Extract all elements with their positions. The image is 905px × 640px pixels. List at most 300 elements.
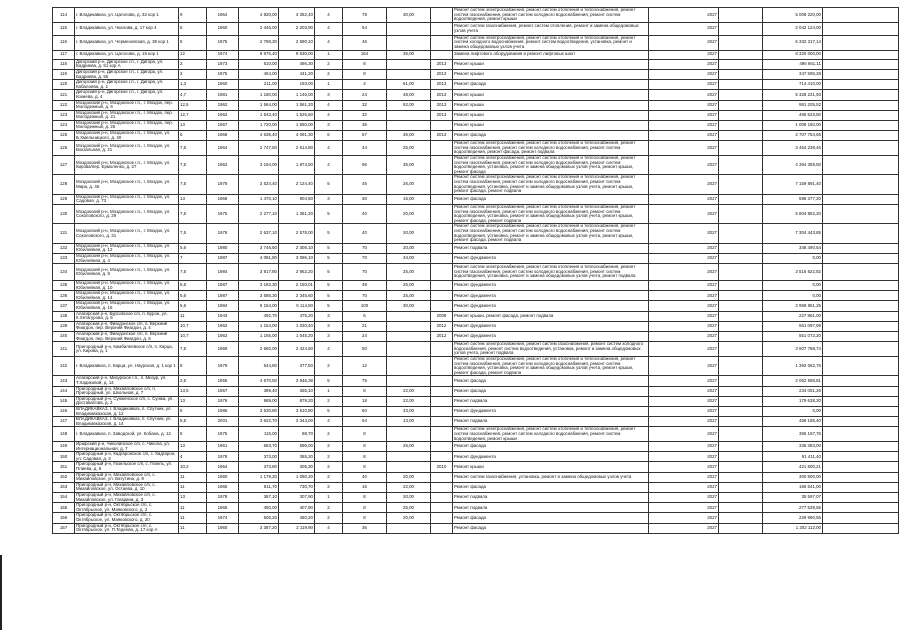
cell-s3 (387, 332, 431, 342)
cell-y2: 2013 (431, 131, 453, 141)
cell-cost: 458 186,40 (763, 417, 823, 427)
cell-res: 1 361,20 (279, 204, 315, 223)
empty-cell (823, 90, 899, 100)
cell-s1: 1 (315, 80, 343, 90)
empty-cell (823, 22, 899, 35)
cell-n: 136 (53, 291, 75, 301)
cell-work: Ремонт подвала (453, 493, 649, 503)
cell-area: 2 747,50 (239, 141, 279, 156)
cell-year: 1987 (207, 253, 239, 263)
cell-a: 13 (179, 194, 207, 204)
cell-a: 12 (179, 50, 207, 59)
cell-ey: 2027 (649, 291, 719, 301)
cell-work: Ремонт крыши (453, 120, 649, 130)
empty-cell (823, 131, 899, 141)
cell-cost: 3 607 768,74 (763, 342, 823, 357)
empty-cell (719, 503, 763, 513)
cell-work: Ремонт фасада (453, 80, 649, 90)
cell-year: 1974 (207, 50, 239, 59)
cell-s1: 4 (315, 141, 343, 156)
cell-ey: 2027 (649, 406, 719, 416)
cell-s3: 15,00 (387, 194, 431, 204)
cell-ey: 2027 (649, 264, 719, 281)
cell-s3: 52,00 (387, 100, 431, 110)
empty-cell (719, 8, 763, 23)
cell-cost: 3 464 238,46 (763, 141, 823, 156)
table-row (53, 224, 899, 243)
cell-a: 11 (179, 311, 207, 321)
table-row (53, 141, 899, 156)
cell-work: Ремонт систем электроснабжения, ремонт систем отопления и теплоснабжения, ремонт систем газоснабжения, ремонт систем холодного водоснабжения, ремонт систем водоотведения, ремонт фасада, ремонт подвала (453, 141, 649, 156)
cell-a: 11 (179, 503, 207, 513)
cell-s2: 36 (343, 120, 387, 130)
cell-res: 365,10 (279, 386, 315, 396)
cell-s3: 22,00 (387, 482, 431, 492)
cell-s3 (387, 376, 431, 386)
cell-a: 13 (179, 442, 207, 452)
empty-cell (823, 156, 899, 175)
cell-n: 146 (53, 406, 75, 416)
cell-area: 989,00 (239, 396, 279, 406)
cell-s1: 2 (315, 59, 343, 69)
cell-a: 7,5 (179, 342, 207, 357)
cell-year: 1964 (207, 141, 239, 156)
cell-s1: 3 (315, 332, 343, 342)
empty-cell (719, 253, 763, 263)
cell-res: 305,30 (279, 462, 315, 472)
cell-s1: 2 (315, 357, 343, 376)
empty-cell (719, 301, 763, 311)
cell-ey: 2027 (649, 452, 719, 462)
cell-cost: 166 541,00 (763, 482, 823, 492)
cell-cost: 356 167,75 (763, 427, 823, 442)
cell-address: Моздокский р-н, Моздокское г.п., г. Моздок, пер. Молодежный, д. 6 (75, 100, 179, 110)
cell-s1: 3 (315, 90, 343, 100)
cell-s3 (387, 462, 431, 472)
cell-address: г. Владикавказ, ул. Чкалова, д. 17 кор 4 (75, 22, 179, 35)
cell-s2: 24 (343, 332, 387, 342)
cell-work: Ремонт подвала (453, 417, 649, 427)
empty-cell (719, 493, 763, 503)
cell-year: 1975 (207, 35, 239, 50)
cell-s2: 24 (343, 90, 387, 100)
cell-s1: 5 (315, 376, 343, 386)
cell-area: 1 470,10 (239, 194, 279, 204)
table-row (53, 301, 899, 311)
cell-s3 (387, 357, 431, 376)
cell-s3: 20,00 (387, 472, 431, 482)
cell-s3: 25,00 (387, 291, 431, 301)
cell-y2 (431, 204, 453, 223)
cell-year: 1986 (207, 406, 239, 416)
cell-n: 153 (53, 482, 75, 492)
cell-ey: 2027 (649, 482, 719, 492)
cell-s2: 70 (343, 253, 387, 263)
cell-res: 2 424,60 (279, 342, 315, 357)
cell-a: 11 (179, 472, 207, 482)
cell-cost: 0,00 (763, 406, 823, 416)
cell-cost: 229 990,56 (763, 513, 823, 523)
cell-year: 1968 (207, 131, 239, 141)
cell-s2: 64 (343, 417, 387, 427)
cell-work: Ремонт систем электроснабжения, ремонт систем газоснабжения, ремонт систем холодного водоснабжения, ремонт систем водоотведения, установка, ремонт и замена общедомовых узлов учета, ремонт подвала (453, 342, 649, 357)
cell-s1: 3 (315, 120, 343, 130)
cell-y2: 2013 (431, 59, 453, 69)
cell-s1: 5 (315, 264, 343, 281)
cell-y2: 2010 (431, 462, 453, 472)
cell-cost: 91 411,40 (763, 452, 823, 462)
empty-cell (823, 311, 899, 321)
table-row (53, 59, 899, 69)
cell-s3: 20,00 (387, 493, 431, 503)
cell-area: 1 165,00 (239, 332, 279, 342)
table-row (53, 452, 899, 462)
cell-s1: 4 (315, 342, 343, 357)
cell-y2 (431, 224, 453, 243)
cell-a: 7,5 (179, 204, 207, 223)
cell-work: Ремонт систем электроснабжения, ремонт систем отопления и теплоснабжения, ремонт систем газоснабжения, ремонт систем холодного водоснабжения, ремонт систем водоотведения, установка, ремонт и замена общедомовых узлов учета, ремонт подвала (453, 264, 649, 281)
cell-address: Пригородный р-н, Михайловское с/п, с. Михайловское, ул. Гагарина, д. 3 (75, 493, 179, 503)
cell-ey: 2027 (649, 110, 719, 120)
cell-n: 141 (53, 342, 75, 357)
scan-edge-mark (0, 555, 2, 630)
cell-ey: 2027 (649, 243, 719, 253)
cell-res: 98,70 (279, 427, 315, 442)
cell-cost: 5 328 221,93 (763, 90, 823, 100)
cell-n: 142 (53, 357, 75, 376)
table-row (53, 291, 899, 301)
cell-s2: 8 (343, 503, 387, 513)
cell-n: 128 (53, 175, 75, 194)
cell-s2: 70 (343, 291, 387, 301)
cell-s3 (387, 342, 431, 357)
cell-n: 121 (53, 90, 75, 100)
cell-a: 2 (179, 69, 207, 79)
cell-n: 155 (53, 503, 75, 513)
cell-area: 9 976,40 (239, 50, 279, 59)
table-row (53, 131, 899, 141)
cell-s1: 4 (315, 35, 343, 50)
cell-address: Моздокский р-н, Моздокское г.п., г. Моздок, ул. Юбилейная, д. 16 (75, 301, 179, 311)
empty-cell (719, 204, 763, 223)
cell-y2 (431, 141, 453, 156)
cell-work: Замена лифтового оборудования и ремонт лифтовых шахт (453, 50, 649, 59)
empty-cell (719, 472, 763, 482)
cell-work: Ремонт систем газоснабжения, установка, ремонт и замена общедомовых узлов учета (453, 472, 649, 482)
table-row (53, 376, 899, 386)
cell-s3 (387, 311, 431, 321)
cell-a: 5,6 (179, 281, 207, 291)
table-row (53, 35, 899, 50)
empty-cell (719, 321, 763, 331)
cell-n: 157 (53, 523, 75, 533)
cell-work: Ремонт крыши (453, 462, 649, 472)
table-row (53, 386, 899, 396)
cell-s1: 5 (315, 406, 343, 416)
cell-cost: 2 707 754,65 (763, 131, 823, 141)
cell-area: 1 564,00 (239, 100, 279, 110)
cell-a: 7,6 (179, 141, 207, 156)
cell-work: Ремонт систем газоснабжения, ремонт систем отопления, ремонт и замена общедомовых узлов учета (453, 22, 649, 35)
cell-a: 11 (179, 482, 207, 492)
cell-s3: 25,00 (387, 281, 431, 291)
cell-y2 (431, 156, 453, 175)
cell-a: 7,5 (179, 175, 207, 194)
cell-area: 2 277,10 (239, 204, 279, 223)
table-row (53, 264, 899, 281)
cell-n: 150 (53, 452, 75, 462)
empty-cell (823, 243, 899, 253)
cell-s2: 60 (343, 406, 387, 416)
cell-year: 1979 (207, 357, 239, 376)
cell-y2 (431, 472, 453, 482)
cell-year: 1976 (207, 396, 239, 406)
cell-a: 10,7 (179, 332, 207, 342)
cell-n: 147 (53, 417, 75, 427)
empty-cell (719, 396, 763, 406)
cell-ey: 2027 (649, 141, 719, 156)
cell-area: 1 154,00 (239, 321, 279, 331)
cell-work: Ремонт фундамента (453, 332, 649, 342)
cell-address: Моздокский р-н, Моздокское г.п., г. Моздок, пер. Молодежный, д. 21 (75, 110, 179, 120)
cell-work: Ремонт фундамента (453, 253, 649, 263)
cell-ey: 2027 (649, 342, 719, 357)
cell-work: Ремонт фундамента (453, 452, 649, 462)
cell-year: 1961 (207, 442, 239, 452)
cell-cost: 2 958 951,25 (763, 301, 823, 311)
cell-y2: 2013 (431, 69, 453, 79)
cell-y2 (431, 50, 453, 59)
cell-s3: 30,00 (387, 301, 431, 311)
empty-cell (823, 224, 899, 243)
cell-s1: 2 (315, 482, 343, 492)
cell-cost: 300 800,00 (763, 472, 823, 482)
cell-res: 4 352,40 (279, 8, 315, 23)
cell-s2: 32 (343, 100, 387, 110)
cell-s2: 100 (343, 301, 387, 311)
cell-s1: 3 (315, 311, 343, 321)
table-row (53, 204, 899, 223)
cell-y2 (431, 8, 453, 23)
cell-area: 492,70 (239, 311, 279, 321)
cell-n: 116 (53, 35, 75, 50)
cell-area: 450,00 (239, 503, 279, 513)
cell-year: 1960 (207, 523, 239, 533)
cell-area: 5 154,00 (239, 301, 279, 311)
cell-ey: 2027 (649, 156, 719, 175)
cell-res: 2 119,90 (279, 523, 315, 533)
cell-ey: 2027 (649, 396, 719, 406)
cell-cost: 7 159 891,40 (763, 175, 823, 194)
table-row (53, 100, 899, 110)
cell-ey: 2027 (649, 427, 719, 442)
empty-cell (823, 175, 899, 194)
cell-s3: 35,00 (387, 50, 431, 59)
cell-cost: 8 320 000,00 (763, 50, 823, 59)
cell-n: 125 (53, 131, 75, 141)
cell-cost: 5 804 952,20 (763, 204, 823, 223)
cell-n: 148 (53, 427, 75, 442)
empty-cell (823, 417, 899, 427)
cell-s2: 70 (343, 264, 387, 281)
cell-address: г. Владикавказ, ул. Цаголова, д. 15 кор 1 (75, 50, 179, 59)
cell-res: 377,50 (279, 357, 315, 376)
table-row (53, 156, 899, 175)
cell-a: 9 (179, 8, 207, 23)
cell-n: 137 (53, 301, 75, 311)
cell-n: 145 (53, 396, 75, 406)
cell-n: 127 (53, 156, 75, 175)
empty-cell (719, 100, 763, 110)
cell-address: Моздокский р-н, Моздокское г.п., г. Моздок, ул. Мира, д. 46 (75, 175, 179, 194)
cell-area: 4 636,40 (239, 131, 279, 141)
cell-cost: 4 394 359,50 (763, 156, 823, 175)
cell-year: 1955 (207, 376, 239, 386)
empty-cell (719, 35, 763, 50)
cell-res: 3 096,10 (279, 253, 315, 263)
cell-cost: 227 861,00 (763, 311, 823, 321)
empty-cell (719, 110, 763, 120)
cell-s1: 2 (315, 427, 343, 442)
table-row (53, 503, 899, 513)
cell-year: 1960 (207, 22, 239, 35)
cell-s1: 1 (315, 493, 343, 503)
cell-y2 (431, 342, 453, 357)
cell-n: 131 (53, 224, 75, 243)
cell-year: 1965 (207, 503, 239, 513)
cell-area: 4 670,50 (239, 376, 279, 386)
cell-cost: 5 009 220,00 (763, 8, 823, 23)
cell-work: Ремонт фасада (453, 482, 649, 492)
cell-year: 1962 (207, 156, 239, 175)
cell-y2 (431, 503, 453, 513)
cell-a: 13,5 (179, 386, 207, 396)
cell-work: Ремонт фундамента (453, 321, 649, 331)
empty-cell (719, 442, 763, 452)
cell-address: г. Владикавказ, ул. Черменовская, д. 39 кор 1 (75, 35, 179, 50)
cell-a: 5,5 (179, 417, 207, 427)
cell-s2: 12 (343, 357, 387, 376)
cell-address: Пригородный р-н, Октябрьское с/п, с. Октябрьское, ул. Маяковского, д. 2 (75, 503, 179, 513)
cell-res: 1 561,20 (279, 100, 315, 110)
cell-s1: 5 (315, 253, 343, 263)
cell-s3: 25,00 (387, 141, 431, 156)
cell-cost: 714 410,00 (763, 80, 823, 90)
empty-cell (823, 120, 899, 130)
cell-a: 4 (179, 452, 207, 462)
cell-year: 1960 (207, 80, 239, 90)
cell-n: 122 (53, 100, 75, 110)
empty-cell (823, 141, 899, 156)
cell-year: 1987 (207, 291, 239, 301)
cell-s2: 70 (343, 243, 387, 253)
cell-ey: 2027 (649, 386, 719, 396)
empty-cell (823, 357, 899, 376)
cell-y2: 2013 (431, 90, 453, 100)
table-row (53, 482, 899, 492)
cell-res: 2 614,80 (279, 141, 315, 156)
table-row (53, 50, 899, 59)
cell-y2 (431, 396, 453, 406)
cell-cost: 551 072,20 (763, 332, 823, 342)
cell-s2: 45 (343, 175, 387, 194)
cell-n: 151 (53, 462, 75, 472)
table-row (53, 90, 899, 100)
cell-y2: 2008 (431, 311, 453, 321)
cell-work: Ремонт фасада (453, 523, 649, 533)
cell-n: 124 (53, 120, 75, 130)
cell-res: 460,20 (279, 513, 315, 523)
cell-work: Ремонт систем электроснабжения, ремонт систем отопления и теплоснабжения, ремонт систем газоснабжения, ремонт систем холодного водоснабжения, ремонт систем водоотведения, установка, ремонт и замена общедомовых узлов учета, ремонт крыши, ремонт фасада, ремонт подвала (453, 204, 649, 223)
cell-cost: 234 051,26 (763, 386, 823, 396)
cell-year: 1984 (207, 264, 239, 281)
cell-a: 5,6 (179, 291, 207, 301)
cell-area: 211,00 (239, 80, 279, 90)
cell-res: 9 630,00 (279, 50, 315, 59)
empty-cell (823, 110, 899, 120)
cell-cost: 981 205,52 (763, 100, 823, 110)
cell-y2 (431, 301, 453, 311)
cell-address: Моздокский р-н, Моздокское г.п., г. Моздок, ул. Юбилейная, д. 8 (75, 264, 179, 281)
cell-address: Пригородный р-н, Михайловское с/п, с. Михайловское, ул. Ватутина, д. 9 (75, 472, 179, 482)
table-row (53, 417, 899, 427)
cell-year: 1964 (207, 462, 239, 472)
cell-s2: 40 (343, 204, 387, 223)
cell-address: Дигорский р-н, Дигорское г.п., г. Дигора, ул. Бадриева, д. 55 (75, 69, 179, 79)
empty-cell (823, 50, 899, 59)
cell-address: Моздокский р-н, Моздокское г.п., г. Моздок, ул. Садовая, д. 73 (75, 194, 179, 204)
cell-address: Алагирский р-н, Фиагдонское с/п, п. Верхний Фиагдон, пер. Верхний Фиагдон, д. 4 (75, 321, 179, 331)
cell-address: Алагирский р-н, Бурсовское с/п, п. Бурон, ул. К.Хетагурова, д. 5 (75, 311, 179, 321)
table-row (53, 120, 899, 130)
empty-cell (719, 417, 763, 427)
cell-y2 (431, 442, 453, 452)
cell-res: 596,00 (279, 442, 315, 452)
table-body (53, 8, 899, 534)
cell-s2: 48 (343, 281, 387, 291)
cell-n: 134 (53, 264, 75, 281)
cell-res: 365,20 (279, 452, 315, 462)
cell-area: 464,00 (239, 69, 279, 79)
cell-year: 1987 (207, 281, 239, 291)
cell-ey: 2027 (649, 22, 719, 35)
cell-ey: 2027 (649, 131, 719, 141)
cell-s3 (387, 22, 431, 35)
empty-cell (823, 513, 899, 523)
cell-work: Ремонт крыши (453, 100, 649, 110)
cell-year: 1978 (207, 175, 239, 194)
cell-year: 1973 (207, 59, 239, 69)
table-row (53, 493, 899, 503)
cell-s3: 20,00 (387, 204, 431, 223)
cell-s1: 2 (315, 69, 343, 79)
cell-s1: 5 (315, 291, 343, 301)
cell-ey: 2027 (649, 417, 719, 427)
table-row (53, 342, 899, 357)
table-row (53, 110, 899, 120)
cell-s3 (387, 452, 431, 462)
cell-area: 3 585,30 (239, 291, 279, 301)
cell-s2: 8 (343, 386, 387, 396)
cell-ey: 2027 (649, 513, 719, 523)
table-row (53, 22, 899, 35)
cell-cost: 1 202 112,00 (763, 523, 823, 533)
cell-s3: 20,00 (387, 243, 431, 253)
cell-year: 1964 (207, 8, 239, 23)
cell-work: Ремонт крыши, ремонт фасада, ремонт подвала (453, 311, 649, 321)
cell-y2 (431, 120, 453, 130)
cell-ey: 2027 (649, 194, 719, 204)
